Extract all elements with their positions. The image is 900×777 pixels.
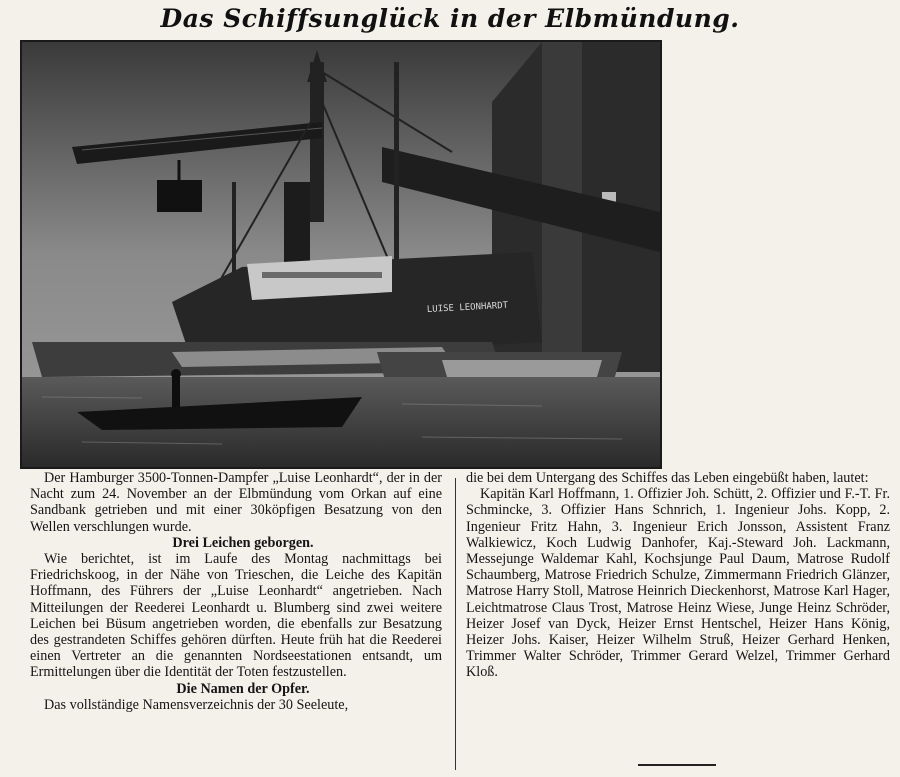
column-divider (455, 478, 456, 770)
ship-name-label: LUISE LEONHARDT (426, 300, 509, 315)
subheading-victim-names: Die Namen der Opfer. (176, 680, 310, 697)
victim-name-list: Kapitän Karl Hoffmann, 1. Offizier Joh. Schütt, 2. Offizier und F.-T. Fr. Schmincke, 3. Offizier Hans Schnrich, 1. Ingenieur Johs. Kopp, 2. Ingenieur Fritz Hahn, 3. Ingenieur Erich Jonsson, Assistent Franz Walkiewicz, Koch Ludwig Danhofer, Kaj.-Steward Joh. Lackmann, Messejunge Waldemar Kahl, Kochsjunge Paul Daum, Matrose Rudolf Schaumberg, Matrose Friedrich Schulze, Zimmermann Friedrich Glänzer, Matrose Harry Stoll, Matrose Heinrich Dieckenhorst, Matrose Karl Hager, Leichtmatrose Claus Trost, Matrose Heinz Wiese, Junge Heinz Schröder, Heizer Josef van Dyck, Heizer Ernst Hentschel, Heizer Hans König, Heizer Johs. Kaiser, Heizer Wilhelm Struß, Heizer Gerhard Henken, Trimmer Walter Schröder, Trimmer Gerard Welzel, Trimmer Gerhard Kloß. (466, 486, 890, 681)
article-column-right (466, 470, 890, 681)
article-column-left (30, 470, 442, 713)
article-body-paragraph: Wie berichtet, ist im Laufe des Montag nachmittags bei Friedrichskoog, in der Nähe von Trieschen, die Leiche des Kapitän Hoffmann, des Führers der „Luise Leonhardt“ angetrieben. Nach Mitteilungen der Reederei Leonhardt u. Blumberg sind zwei weitere Leichen bei Büsum angetrieben worden, die ebenfalls zur Besatzung des gestrandeten Schiffes gehören dürften. Heute früh hat die Reederei einen Vertreter an die genannten Nordseestationen entsandt, um Ermittelungen über die Identität der Toten festzustellen. (30, 551, 442, 681)
article-intro: Der Hamburger 3500-Tonnen-Dampfer „Luise Leonhardt“, der in der Nacht zum 24. November an der Elbmündung vom Orkan auf eine Sandbank getrieben und mit einer 30köpfigen Besatzung von den Wellen verschlungen wurde. (30, 470, 442, 535)
article-body-paragraph-2: Das vollständige Namensverzeichnis der 30 Seeleute, (44, 696, 349, 713)
end-rule (638, 764, 716, 766)
headline: Das Schiffsunglück in der Elbmündung. (160, 4, 740, 33)
news-photo (20, 40, 662, 469)
subheading-bodies-recovered: Drei Leichen geborgen. (172, 534, 314, 551)
article-continuation: die bei dem Untergang des Schiffes das Leben eingebüßt haben, lautet: (466, 470, 869, 486)
